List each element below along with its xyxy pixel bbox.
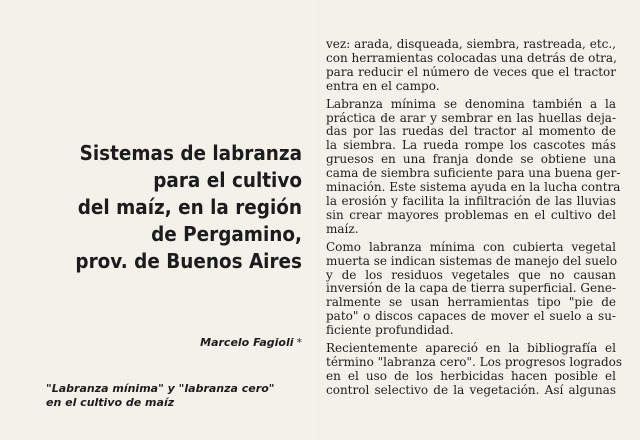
text-line: ralmente se usan herramientas tipo "pie de xyxy=(326,295,616,310)
title-line: del maíz, en la región xyxy=(77,195,302,219)
text-line: sin crear mayores problemas en el cultivo del xyxy=(326,207,616,222)
title-line: de Pergamino, xyxy=(151,222,302,246)
text-line: Recientemente apareció en la bibliografía el xyxy=(326,341,616,356)
paragraph-2 xyxy=(326,96,621,237)
text-line: la erosión y facilita la infiltración de las lluvias xyxy=(326,193,616,208)
text-line: y de los residuos vegetales que no causan xyxy=(326,267,616,282)
text-line: maíz. xyxy=(326,221,359,236)
text-line: ficiente profundidad. xyxy=(326,323,454,338)
text-line: término "labranza cero". Los progresos logrados xyxy=(326,354,623,369)
title-line: prov. de Buenos Aires xyxy=(75,249,303,273)
article-title xyxy=(61,140,302,275)
subtitle-line: en el cultivo de maíz xyxy=(46,396,175,409)
text-line: minación. Este sistema ayuda en la lucha contra xyxy=(326,180,621,195)
text-line: das por las ruedas del tractor al momento de xyxy=(326,124,616,139)
text-line: pato" o discos capaces de mover el suelo a su- xyxy=(326,309,616,324)
text-line: la siembra. La rueda rompe los cascotes más xyxy=(326,138,616,153)
paragraph-3 xyxy=(326,241,616,338)
title-line: para el cultivo xyxy=(153,168,302,192)
body-column xyxy=(326,37,623,402)
text-line: para reducir el número de veces que el tractor xyxy=(326,64,616,79)
title-line: Sistemas de labranza xyxy=(79,141,302,165)
text-line: inversión de la capa de tierra superficial. Gene- xyxy=(326,281,616,296)
text-line: Labranza mínima se denomina también a la xyxy=(326,96,616,111)
paragraph-4 xyxy=(326,341,623,398)
author-byline xyxy=(200,336,302,349)
text-line: práctica de arar y sembrar en las huellas deja- xyxy=(326,110,616,125)
author-footnote-mark: * xyxy=(296,336,302,349)
text-line: muerta se indican sistemas de manejo del suelo xyxy=(326,253,618,268)
text-line: vez: arada, disqueada, siembra, rastreada, etc., xyxy=(326,37,616,51)
text-line: gruesos en una franja donde se obtiene una xyxy=(326,152,616,167)
text-line: con herramientas colocadas una detrás de otra, xyxy=(326,50,617,65)
subtitle-line: "Labranza mínima" y "labranza cero" xyxy=(46,382,275,395)
text-line: entra en el campo. xyxy=(326,78,440,93)
text-line: Como labranza mínima con cubierta vegetal xyxy=(326,239,616,254)
page-gutter xyxy=(318,0,319,440)
author-name: Marcelo Fagioli xyxy=(200,336,294,349)
article-subtitle xyxy=(46,382,274,410)
text-line: control selectivo de la vegetación. Así algunas xyxy=(326,382,616,397)
paragraph-1 xyxy=(326,38,616,94)
text-line: en el uso de los herbicidas hacen posible el xyxy=(326,368,616,383)
text-line: cama de siembra suficiente para una buena ger- xyxy=(326,166,621,181)
